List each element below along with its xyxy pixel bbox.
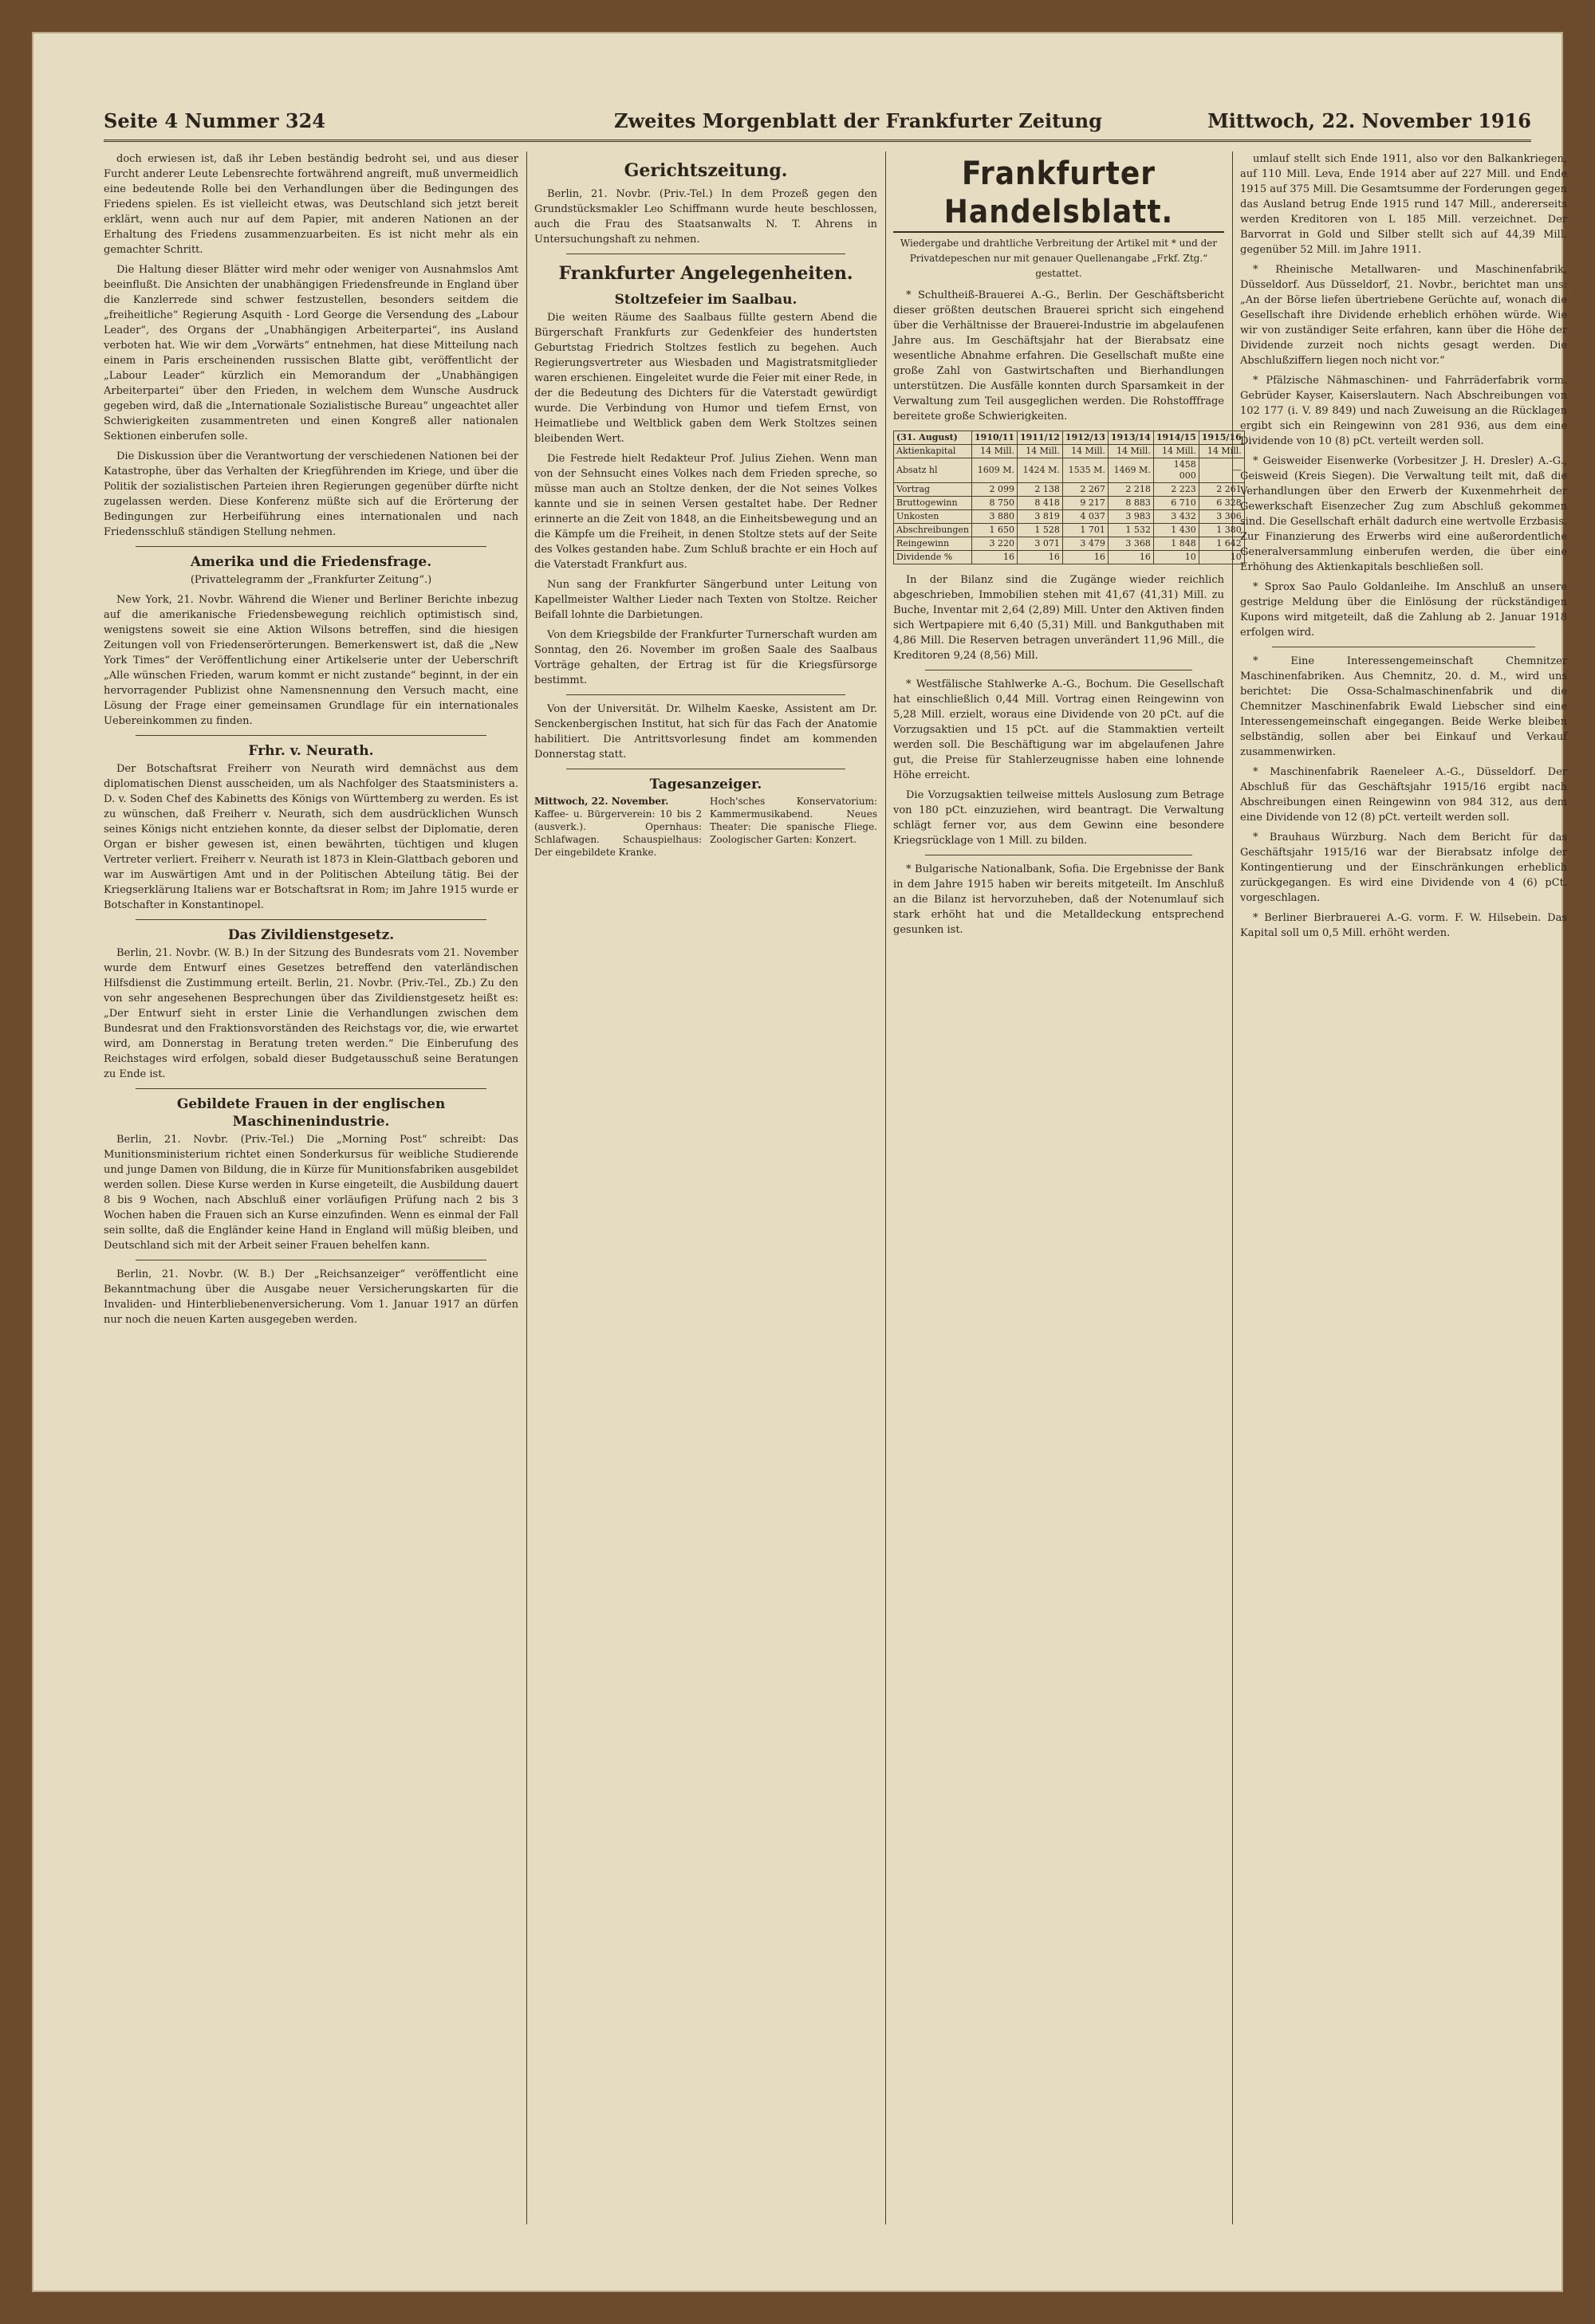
table-cell: 2 223 [1153,483,1199,497]
divider [136,919,486,920]
divider [566,694,845,695]
table-cell: 3 983 [1108,510,1153,524]
table-cell: 14 Mill. [1108,445,1153,458]
column-2 [534,151,877,2220]
table-row [894,458,1245,483]
article-text: * Rheinische Metallwaren- und Maschinenfabrik, Düsseldorf. Aus Düsseldorf, 21. Novbr., berichtet man uns: „An der Börse liefen übertriebene Gerüchte auf, wonach die Gesellschaft ihre Dividende erheblich erhöhen würde. Wie wir von zuständiger Seite erfahren, kann über die Höhe der Dividende zurzeit noch nichts gesagt werden. Die Abschlußziffern liegen noch nicht vor.“ [1240,264,1567,367]
table-cell: 6 328 [1199,497,1244,510]
table-cell: 16 [1062,551,1108,564]
newspaper-page [32,32,1567,2292]
divider [136,1088,486,1089]
table-row [894,551,1245,564]
table-cell: 3 880 [972,510,1018,524]
article-text: Die Haltung dieser Blätter wird mehr oder weniger von Ausnahmslos Amt beeinflußt. Die Ansichten der unabhängigen Friedensfreunde in England über die Kanzlerrede sind schwer festzustellen, besonders seitdem die „freiheitliche“ Regierung Asquith - Lord George die Versendung des „Labour Leader“, des Organs der „Unabhängigen Arbeiterpartei“, ins Ausland verboten hat. Wie wir dem „Vorwärts“ entnehmen, hat diese Mitteilung nach einem in Paris erscheinenden russischen Blatte gibt, veröffentlicht der „Labour Leader“ kürzlich ein Memorandum der „Unabhängigen Arbeiterpartei“ über den Frieden, in welchem dem Wunsche Ausdruck gegeben wird, daß die „Internationale Sozialistische Bureau“ ungeachtet aller Schwierigkeiten zusammentreten und einen Kongreß aller nationalen Sektionen einberufen solle. [104,264,518,442]
table-cell: 16 [1017,551,1062,564]
table-cell: 1469 M. [1108,458,1153,483]
table-cell: 14 Mill. [1199,445,1244,458]
article-text: In der Bilanz sind die Zugänge wieder reichlich abgeschrieben, Immobilien stehen mit 41,67 (41,31) Mill. zu Buche, Inventar mit 2,64 (2,89) Mill. Unter den Aktiven finden sich Wertpapiere mit 6,40 (5,31) Mill. und Bankguthaben mit 4,86 Mill. Die Reserven betragen unverändert 11,96 Mill., die Kreditoren 9,24 (8,56) Mill. [893,574,1224,662]
listing-text: Kaffee- u. Bürgerverein: 10 bis 2 (ausverk.). Opernhaus: Schlafwagen. Schauspielhaus: Der eingebildete Kranke. [534,808,702,858]
headline-frankfurter-angelegenheiten: Frankfurter Angelegenheiten. [558,263,853,284]
table-header-cell: 1912/13 [1062,431,1108,445]
table-cell: 3 479 [1062,537,1108,551]
page-header [104,108,1531,142]
masthead-title: Zweites Morgenblatt der Frankfurter Zeitung [614,109,1102,132]
table-cell: 3 368 [1108,537,1153,551]
article-text: * Berliner Bierbrauerei A.-G. vorm. F. W. Hilsebein. Das Kapital soll um 0,5 Mill. erhöht werden. [1240,912,1567,939]
tagesanzeiger [534,776,877,859]
table-cell: 10 [1199,551,1244,564]
table-header-row [894,431,1245,445]
column-rule [526,151,527,2224]
table-cell: 2 218 [1108,483,1153,497]
article-text: * Bulgarische Nationalbank, Sofia. Die Ergebnisse der Bank in dem Jahre 1915 haben wir bereits mitgeteilt. Im Anschluß an die Bilanz ist hervorzuheben, daß der Notenumlauf sich stark erhöht hat und die Metalldeckung entsprechend gesunken ist. [893,863,1224,936]
table-cell: 1535 M. [1062,458,1108,483]
table-row [894,524,1245,537]
table-header-cell: 1915/16 [1199,431,1244,445]
article-text: Die Diskussion über die Verantwortung der verschiedenen Nationen bei der Katastrophe, über das Verhalten der Kriegführenden im Kriege, und über die Politik der sozialistischen Parteien ihren Regierungen gegenüber dürfte nicht zugelassen werden. Diese Konferenz müßte sich auf die Erörterung der Bedingungen zur Herbeiführung eines internationalen und nach Friedensschluß ständigen Stellung nehmen. [104,450,518,538]
article-text: * Schultheiß-Brauerei A.-G., Berlin. Der Geschäftsbericht dieser größten deutschen Brauerei spricht sich eingehend über die Verhältnisse der Brauerei-Industrie im abgelaufenen Jahre aus. Im Geschäftsjahr hat der Bierabsatz eine wesentliche Abnahme erfahren. Die Gesellschaft mußte eine große Zahl von Gastwirtschaften und Bierhandlungen unterstützen. Die Ausfälle konnten durch Sparsamkeit in der Verwaltung zum Teil ausgeglichen werden. Die Rohstofffrage bereitete große Schwierigkeiten. [893,289,1224,423]
article-text: * Pfälzische Nähmaschinen- und Fahrräderfabrik vorm. Gebrüder Kayser, Kaiserslautern. Nach Abschreibungen von 102 177 (i. V. 89 849) und nach Zuweisung an die Rücklagen ergibt sich ein Reingewinn von 281 936, aus dem eine Dividende von 10 (8) pCt. verteilt werden soll. [1240,375,1567,447]
dateline-note: (Privattelegramm der „Frankfurter Zeitung“.) [190,574,432,586]
table-cell: 14 Mill. [1017,445,1062,458]
table-cell: 3 432 [1153,510,1199,524]
headline-stoltzefeier: Stoltzefeier im Saalbau. [614,292,798,308]
table-cell: 14 Mill. [1153,445,1199,458]
divider [136,546,486,547]
table-cell: 10 [1153,551,1199,564]
table-cell: 2 138 [1017,483,1062,497]
table-cell: 8 883 [1108,497,1153,510]
handelsblatt-banner: Frankfurter Handelsblatt. [893,155,1224,233]
reprint-notice: Wiedergabe und drahtliche Verbreitung der Artikel mit * und der Privatdepeschen nur mit genauer Quellenangabe „Frkf. Ztg.“ gestattet. [900,238,1218,279]
headline-tagesanzeiger: Tagesanzeiger. [649,777,762,792]
financial-table [893,431,1245,564]
table-cell: 1458 000 [1153,458,1199,483]
table-header-cell: 1911/12 [1017,431,1062,445]
table-cell: 14 Mill. [972,445,1018,458]
table-cell: 4 037 [1062,510,1108,524]
table-cell: 1 650 [972,524,1018,537]
article-text: * Geisweider Eisenwerke (Vorbesitzer J. H. Dresler) A.-G., Geisweid (Kreis Siegen). Die Verwaltung teilt mit, daß die Verhandlungen über den Erwerb der Kuxenmehrheit der Gewerkschaft Eisenzecher Zug zum Abschluß gekommen sind. Die Gesellschaft erhält dadurch eine wertvolle Erzbasis. Zur Finanzierung des Erwerbs wird eine außerordentliche Generalversammlung einberufen werden, die über eine Erhöhung des Aktienkapitals beschließen soll. [1240,455,1567,573]
column-1 [104,151,518,2220]
table-cell: 1 430 [1153,524,1199,537]
article-text: Berlin, 21. Novbr. (Priv.-Tel.) Die „Morning Post“ schreibt: Das Munitionsministerium richtet einen Sonderkursus für weibliche Studierende und junge Damen von Bildung, die in Kürze für Munitionsfabriken ausgebildet werden sollen. Diese Kurse werden in Kurse eingeteilt, die Ausbildung dauert 8 bis 9 Wochen, nach Abschluß einer vorläufigen Prüfung nach 2 bis 3 Wochen haben die Frauen sich an Kurse einzufinden. Wenn es einmal der Fall sein sollte, daß die Engländer keine Hand in England will müßig bleiben, und Deutschland sich mit der Arbeit seiner Frauen behelfen kann. [104,1134,518,1252]
table-cell: Bruttogewinn [894,497,972,510]
table-cell: 16 [972,551,1018,564]
article-text: New York, 21. Novbr. Während die Wiener und Berliner Berichte inbezug auf die amerikanische Friedensbewegung reichlich optimistisch sind, wenigstens soweit sie eine Aktion Wilsons betreffen, sind die hiesigen Zeitungen voll von Friedenserörterungen. Bemerkenswert ist, daß die „New York Times“ der Veröffentlichung einer Artikelserie unter der Ueberschrift „Alle wünschen Frieden, warum kommt er nicht zustande“ beginnt, in der ein hervorragender Publizist ohne Namensnennung den Versuch macht, eine Lösung der Frage einer gemeinsamen Grundlage für ein internationales Uebereinkommen zu finden. [104,594,518,727]
table-cell: 1 532 [1108,524,1153,537]
table-cell: Reingewinn [894,537,972,551]
table-cell: 16 [1108,551,1153,564]
table-header-cell: (31. August) [894,431,972,445]
table-cell: 1 701 [1062,524,1108,537]
table-cell: 2 099 [972,483,1018,497]
headline-frauen: Gebildete Frauen in der englischen Maschinenindustrie. [176,1096,446,1130]
article-text: doch erwiesen ist, daß ihr Leben beständig bedroht sei, und aus dieser Furcht anderer Leute Lebensrechte fortwährend angreift, muß unvermeidlich eine bedeutende Rolle bei den Verhandlungen über die Bedingungen des Friedens spielen. Es ist vielleicht etwas, was Deutschland sich jetzt bereit erklärt, wenn auch nur auf dem Papier, mit anderen Nationen an der Erhaltung des Friedens zusammenzuarbeiten. Es ist nicht mehr als ein gemachter Schritt. [104,153,518,256]
article-text: Der Botschaftsrat Freiherr von Neurath wird demnächst aus dem diplomatischen Dienst ausscheiden, um als Nachfolger des Staatsministers a. D. v. Soden Chef des Kabinetts des Königs von Württemberg zu werden. Es ist zu wünschen, daß Freiherr v. Neurath, sich dem ausdrücklichen Wunsch seines Königs nicht entziehen konnte, da dieser selbst der Diplomatie, deren Organ er bisher gewesen ist, einen bewährten, tüchtigen und klugen Vertreter verliert. Freiherr v. Neurath ist 1873 in Klein-Glattbach geboren und war im Auswärtigen Amt und in der Politischen Abteilung tätig. Bei der Kriegserklärung Italiens war er Botschaftsrat in Rom; im Jahre 1915 wurde er Botschafter in Konstantinopel. [104,763,518,911]
article-text: umlauf stellt sich Ende 1911, also vor den Balkankriegen, auf 110 Mill. Leva, Ende 1914 aber auf 227 Mill. und Ende 1915 auf 375 Mill. Die Gesamtsumme der Forderungen gegen das Ausland betrug Ende 1915 rund 147 Mill., andererseits werden Kreditoren von L 185 Mill. verzeichnet. Der Barvorrat in Gold und Silber stellt sich auf 44,39 Mill. gegenüber 52 Mill. im Jahre 1911. [1240,153,1567,256]
issue-date: Mittwoch, 22. November 1916 [1207,109,1531,132]
divider [136,735,486,736]
article-text: Die Vorzugsaktien teilweise mittels Auslosung zum Betrage von 180 pCt. einzuziehen, wird beantragt. Die Verwaltung schlägt ferner vor, aus dem Gewinn eine besondere Kriegsrücklage von 1 Mill. zu bilden. [893,789,1224,847]
table-cell: 3 306 [1199,510,1244,524]
article-text: Die weiten Räume des Saalbaus füllte gestern Abend die Bürgerschaft Frankfurts zur Gedenkfeier des hundertsten Geburtstag Friedrich Stoltzes festlich zu begehen. Auch Regierungsvertreter aus Wiesbaden und Magistratsmitglieder waren erschienen. Eingeleitet wurde die Feier mit einer Rede, in der die Bedeutung des Dichters für die Vaterstadt gewürdigt wurde. Die Verbindung von Humor und tiefem Ernst, von Heimatliebe und Weltblick gaben dem Werk Stoltzes seinen bleibenden Wert. [534,312,877,445]
table-cell: Aktienkapital [894,445,972,458]
table-cell: 2 267 [1062,483,1108,497]
table-cell: 1 528 [1017,524,1062,537]
article-text: Von der Universität. Dr. Wilhelm Kaeske, Assistent am Dr. Senckenbergischen Institut, hat sich für das Fach der Anatomie habilitiert. Die Antrittsvorlesung findet am kommenden Donnerstag statt. [534,703,877,761]
table-cell: Dividende % [894,551,972,564]
table-cell: Unkosten [894,510,972,524]
table-cell: Vortrag [894,483,972,497]
tagesanzeiger-left [534,795,702,859]
table-row [894,483,1245,497]
column-3 [893,151,1242,2220]
table-cell: 3 071 [1017,537,1062,551]
tagesanzeiger-columns [534,795,877,859]
table-body [894,445,1245,564]
table-row [894,445,1245,458]
table-cell: 3 220 [972,537,1018,551]
article-text: Die Festrede hielt Redakteur Prof. Julius Ziehen. Wenn man von der Sehnsucht eines Volkes nach dem Frieden spreche, so müsse man auch an Stoltze denken, der die Not seines Volkes kannte und sie in seinen Versen gestaltet habe. Der Redner erinnerte an die Zeit von 1848, an die Einheitsbewegung und an die Kämpfe um die Freiheit, in denen Stoltze stets auf der Seite des Volkes gestanden habe. Zum Schluß brachte er ein Hoch auf die Vaterstadt Frankfurt aus. [534,453,877,571]
article-text: Berlin, 21. Novbr. (W. B.) Der „Reichsanzeiger“ veröffentlicht eine Bekanntmachung über die Ausgabe neuer Versicherungskarten für die Invaliden- und Hinterbliebenenversicherung. Vom 1. Januar 1917 an dürfen nur noch die neuen Karten ausgegeben werden. [104,1268,518,1326]
tagesanzeiger-date: Mittwoch, 22. November. [534,796,669,807]
article-text: * Brauhaus Würzburg. Nach dem Bericht für das Geschäftsjahr 1915/16 war der Bierabsatz infolge der Kontingentierung und der Einschränkungen erheblich zurückgegangen. Es wird eine Dividende von 4 (6) pCt. vorgeschlagen. [1240,832,1567,904]
table-cell: 1 848 [1153,537,1199,551]
article-text: Berlin, 21. Novbr. (Priv.-Tel.) In dem Prozeß gegen den Grundstücksmakler Leo Schiffmann wurde heute beschlossen, auch die Frau des Staatsanwalts N. T. Ahrens in Untersuchungshaft zu nehmen. [534,188,877,246]
column-4 [1240,151,1567,2220]
table-header-cell: 1913/14 [1108,431,1153,445]
article-text: * Westfälische Stahlwerke A.-G., Bochum. Die Gesellschaft hat einschließlich 0,44 Mill. Vortrag einen Reingewinn von 5,28 Mill. erzielt, woraus eine Dividende von 20 pCt. auf die Vorzugsaktien und 15 pCt. auf die Stammaktien verteilt werden soll. Die Beschäftigung war im abgelaufenen Jahre gut, die Preise für Stahlerzeugnisse haben eine lohnende Höhe erreicht. [893,678,1224,781]
table-row [894,497,1245,510]
headline-neurath: Frhr. v. Neurath. [248,743,374,759]
headline-amerika: Amerika und die Friedensfrage. [190,554,432,570]
table-cell: 3 819 [1017,510,1062,524]
table-cell: 8 418 [1017,497,1062,510]
article-text: * Sprox Sao Paulo Goldanleihe. Im Anschluß an unsere gestrige Meldung über die Einlösung der rückständigen Kupons wird mitgeteilt, daß die Zahlung ab 2. Januar 1918 erfolgen wird. [1240,581,1567,639]
table-cell: 1424 M. [1017,458,1062,483]
article-text: * Eine Interessengemeinschaft Chemnitzer Maschinenfabriken. Aus Chemnitz, 20. d. M., wird uns berichtet: Die Ossa-Schalmaschinenfabrik und die Chemnitzer Maschinenfabrik Ewald Liebscher sind eine Interessengemeinschaft eingegangen. Beide Werke bleiben selbständig, sollen aber bei Einkauf und Verkauf zusammenwirken. [1240,655,1567,758]
listing-text: Hoch'sches Konservatorium: Kammermusikabend. Neues Theater: Die spanische Fliege. Zoologischer Garten: Konzert. [710,796,877,845]
table-cell: 1 642 [1199,537,1244,551]
table-cell: Abschreibungen [894,524,972,537]
headline-gerichtszeitung: Gerichtszeitung. [624,160,788,181]
article-text: Nun sang der Frankfurter Sängerbund unter Leitung von Kapellmeister Walther Lieder nach Texten von Stoltze. Reicher Beifall lohnte die Darbietungen. [534,579,877,621]
headline-zivildienst: Das Zivildienstgesetz. [227,927,395,943]
page-number: Seite 4 Nummer 324 [104,109,326,132]
table-cell: 1609 M. [972,458,1018,483]
article-text: Berlin, 21. Novbr. (W. B.) In der Sitzung des Bundesrats vom 21. November wurde dem Entwurf eines Gesetzes betreffend den vaterländischen Hilfsdienst die Zustimmung erteilt. Berlin, 21. Novbr. (Priv.-Tel., Zb.) Zu den von sehr angesehenen Besprechungen über das Zivildienstgesetz heißt es: „Der Entwurf sieht in erster Linie die Verhandlungen zwischen dem Bundesrat und den Fraktionsvorständen des Reichstags vor, die, wie erwartet wird, am Donnerstag in Beratung treten werden.“ Die Einberufung des Reichstages wird erfolgen, sobald dieser Budgetausschuß seine Beratungen zu Ende ist. [104,947,518,1080]
table-cell: 1 380 [1199,524,1244,537]
article-text: Von dem Kriegsbilde der Frankfurter Turnerschaft wurden am Sonntag, den 26. November im großen Saale des Saalbaus Vorträge gehalten, der Ertrag ist für die Kriegsfürsorge bestimmt. [534,629,877,686]
table-cell: 9 217 [1062,497,1108,510]
article-text: * Maschinenfabrik Raeneleer A.-G., Düsseldorf. Der Abschluß für das Geschäftsjahr 1915/16 ergibt nach Abschreibungen einen Reingewinn von 984 312, aus dem eine Dividende von 12 (8) pCt. verteilt werden soll. [1240,766,1567,824]
table-header-cell: 1914/15 [1153,431,1199,445]
table-row [894,537,1245,551]
column-rule [885,151,886,2224]
table-cell: 6 710 [1153,497,1199,510]
table-cell: 8 750 [972,497,1018,510]
table-cell: — [1199,458,1244,483]
table-cell: 2 261 [1199,483,1244,497]
table-cell: Absatz hl [894,458,972,483]
table-row [894,510,1245,524]
table-header-cell: 1910/11 [972,431,1018,445]
table-cell: 14 Mill. [1062,445,1108,458]
